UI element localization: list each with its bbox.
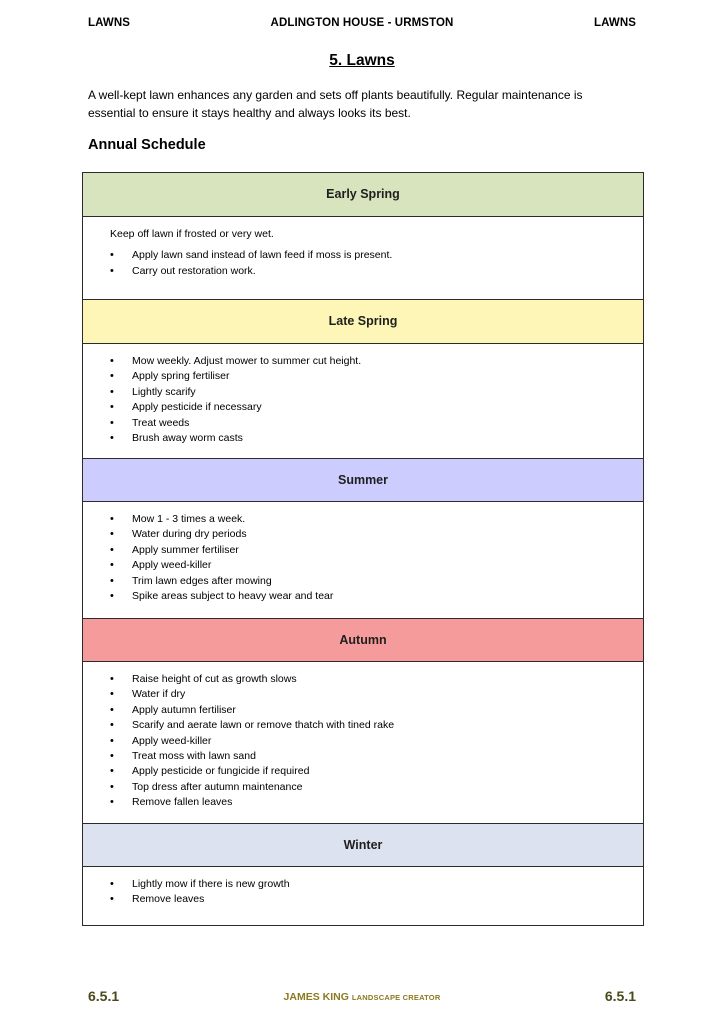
task-list-item: • Trim lawn edges after mowing: [110, 574, 643, 589]
season-tasks-early-spring: [83, 217, 643, 300]
task-list-item: • Apply autumn fertiliser: [110, 703, 643, 718]
task-list: [110, 248, 643, 279]
page-title: 5. Lawns: [329, 52, 395, 69]
footer-page-number-left: 6.5.1: [88, 988, 120, 1004]
task-list-item: • Water if dry: [110, 687, 643, 702]
task-list-item: • Water during dry periods: [110, 527, 643, 542]
task-list-item: • Mow 1 - 3 times a week.: [110, 512, 643, 527]
season-header-autumn: Autumn: [83, 619, 643, 662]
task-list-item: • Raise height of cut as growth slows: [110, 672, 643, 687]
task-list-item: • Apply weed-killer: [110, 734, 643, 749]
section-subheading: Annual Schedule: [88, 137, 206, 153]
header-right-label: LAWNS: [593, 17, 636, 29]
intro-paragraph: [88, 86, 628, 122]
task-list-item: • Spike areas subject to heavy wear and tear: [110, 589, 643, 604]
task-list: [110, 512, 643, 604]
task-list-item: • Apply summer fertiliser: [110, 543, 643, 558]
season-header-late-spring: Late Spring: [83, 300, 643, 344]
intro-line-2: essential to ensure it stays healthy and always looks its best.: [88, 106, 411, 120]
task-list-item: • Apply pesticide or fungicide if required: [110, 764, 643, 779]
task-list-item: • Apply spring fertiliser: [110, 369, 643, 384]
footer-brand-sub: LANDSCAPE CREATOR: [351, 993, 441, 1002]
task-list-item: • Carry out restoration work.: [110, 264, 643, 279]
task-list-item: • Apply lawn sand instead of lawn feed if moss is present.: [110, 248, 643, 263]
task-list-item: • Treat moss with lawn sand: [110, 749, 643, 764]
annual-schedule-table: [82, 172, 644, 926]
task-list-item: • Treat weeds: [110, 416, 643, 431]
footer-page-number-right: 6.5.1: [604, 988, 636, 1004]
footer-brand-name: JAMES KING: [283, 991, 349, 1003]
season-note: Keep off lawn if frosted or very wet.: [110, 228, 274, 240]
task-list-item: • Remove fallen leaves: [110, 795, 643, 810]
task-list: [110, 354, 643, 446]
season-tasks-summer: [83, 502, 643, 619]
task-list-item: • Remove leaves: [110, 892, 643, 907]
season-tasks-late-spring: [83, 344, 643, 459]
season-header-winter: Winter: [83, 824, 643, 867]
season-header-early-spring: Early Spring: [83, 173, 643, 217]
task-list-item: • Mow weekly. Adjust mower to summer cut height.: [110, 354, 643, 369]
season-tasks-winter: [83, 867, 643, 925]
header-left-label: LAWNS: [88, 17, 131, 29]
task-list-item: • Apply weed-killer: [110, 558, 643, 573]
task-list: [110, 672, 643, 811]
task-list-item: • Lightly mow if there is new growth: [110, 877, 643, 892]
intro-line-1: A well-kept lawn enhances any garden and sets off plants beautifully. Regular maintenance is: [88, 88, 583, 102]
task-list: [110, 877, 643, 908]
season-header-summer: Summer: [83, 459, 643, 502]
task-list-item: • Apply pesticide if necessary: [110, 400, 643, 415]
task-list-item: • Lightly scarify: [110, 385, 643, 400]
task-list-item: • Top dress after autumn maintenance: [110, 780, 643, 795]
season-tasks-autumn: [83, 662, 643, 824]
header-center-label: ADLINGTON HOUSE - URMSTON: [270, 17, 454, 29]
task-list-item: • Scarify and aerate lawn or remove thatch with tined rake: [110, 718, 643, 733]
task-list-item: • Brush away worm casts: [110, 431, 643, 446]
